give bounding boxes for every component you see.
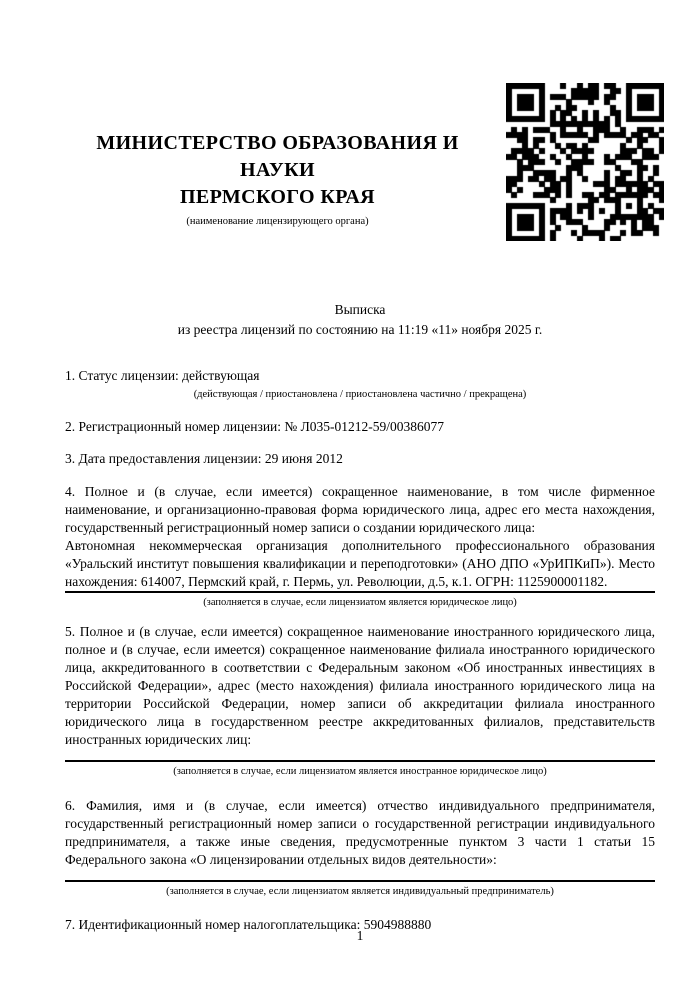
item-7-text: 7. Идентификационный номер налогоплательщика: 5904988880 bbox=[65, 917, 432, 932]
fill-in-line bbox=[65, 760, 655, 762]
item-2-registration-number bbox=[65, 418, 655, 436]
item-3-license-grant-date bbox=[65, 450, 655, 468]
title-line2: из реестра лицензий по состоянию на 11:19 «11» ноября 2025 г. bbox=[177, 322, 543, 337]
item-4-caption: (заполняется в случае, если лицензиатом является юридическое лицо) bbox=[203, 597, 517, 608]
item-1-status-options-note: (действующая / приостановлена / приостановлена частично / прекращена) bbox=[193, 389, 527, 400]
licensing-authority-header bbox=[65, 130, 490, 228]
qr-code-icon bbox=[506, 83, 664, 241]
item-5-caption: (заполняется в случае, если лицензиатом является иностранное юридическое лицо) bbox=[173, 766, 547, 777]
document-body bbox=[65, 367, 655, 934]
item-2-text: 2. Регистрационный номер лицензии: № Л035-01212-59/00386077 bbox=[65, 419, 445, 434]
title-line1: Выписка bbox=[334, 302, 386, 317]
item-1-text: 1. Статус лицензии: действующая bbox=[65, 368, 260, 383]
item-5-foreign-entity-details bbox=[65, 623, 655, 778]
item-6-label: 6. Фамилия, имя и (в случае, если имеется) отчество индивидуального предпринимателя, государственный регистрационный номер записи о государственной регистрации индивидуального предпринимателя, а также иные сведения, предусмотренные пунктом 3 части 1 статьи 15 Федерального закона «О лицензировании отдельных видов деятельности»: bbox=[65, 798, 655, 867]
item-4-value: Автономная некоммерческая организация дополнительного профессионального образования «Уральский институт повышения квалификации и переподготовки» (АНО ДПО «УрИПКиП»). Место нахождения: 614007, Пермский край, г. Пермь, ул. Революции, д.5, к.1. ОГРН: 1125900001182. bbox=[65, 538, 655, 589]
item-4-legal-entity-details bbox=[65, 483, 655, 609]
ministry-name-line2: ПЕРМСКОГО КРАЯ bbox=[179, 186, 376, 208]
item-6-individual-entrepreneur-details bbox=[65, 797, 655, 898]
item-1-license-status bbox=[65, 367, 655, 401]
ministry-name-line1: МИНИСТЕРСТВО ОБРАЗОВАНИЯ И НАУКИ bbox=[96, 132, 459, 181]
ministry-caption: (наименование лицензирующего органа) bbox=[186, 216, 369, 227]
blank-value-space bbox=[65, 749, 655, 760]
item-4-label: 4. Полное и (в случае, если имеется) сокращенное наименование, в том числе фирменное наименование, и организационно-правовая форма юридического лица, адрес его места нахождения, государственный регистрационный номер записи о создании юридического лица: bbox=[65, 484, 655, 535]
blank-value-space bbox=[65, 869, 655, 880]
item-3-text: 3. Дата предоставления лицензии: 29 июня 2012 bbox=[65, 451, 343, 466]
item-6-caption: (заполняется в случае, если лицензиатом является индивидуальный предприниматель) bbox=[166, 886, 554, 897]
page-number: 1 bbox=[356, 928, 364, 943]
fill-in-line bbox=[65, 880, 655, 882]
item-5-label: 5. Полное и (в случае, если имеется) сокращенное наименование иностранного юридического лица, полное и (в случае, если имеется) сокращенное наименование филиала иностранного юридического лица, аккредитованного в соответствии с Федеральным законом «Об иностранных инвестициях в Российской Федерации», адрес (место нахождения) филиала иностранного юридического лица на территории Российской Федерации, номер записи об аккредитации филиала иностранного юридического лица в государственном реестре аккредитованных филиалов, представительств иностранных юридических лиц: bbox=[65, 624, 655, 747]
fill-in-line bbox=[65, 591, 655, 593]
document-title bbox=[65, 300, 655, 340]
